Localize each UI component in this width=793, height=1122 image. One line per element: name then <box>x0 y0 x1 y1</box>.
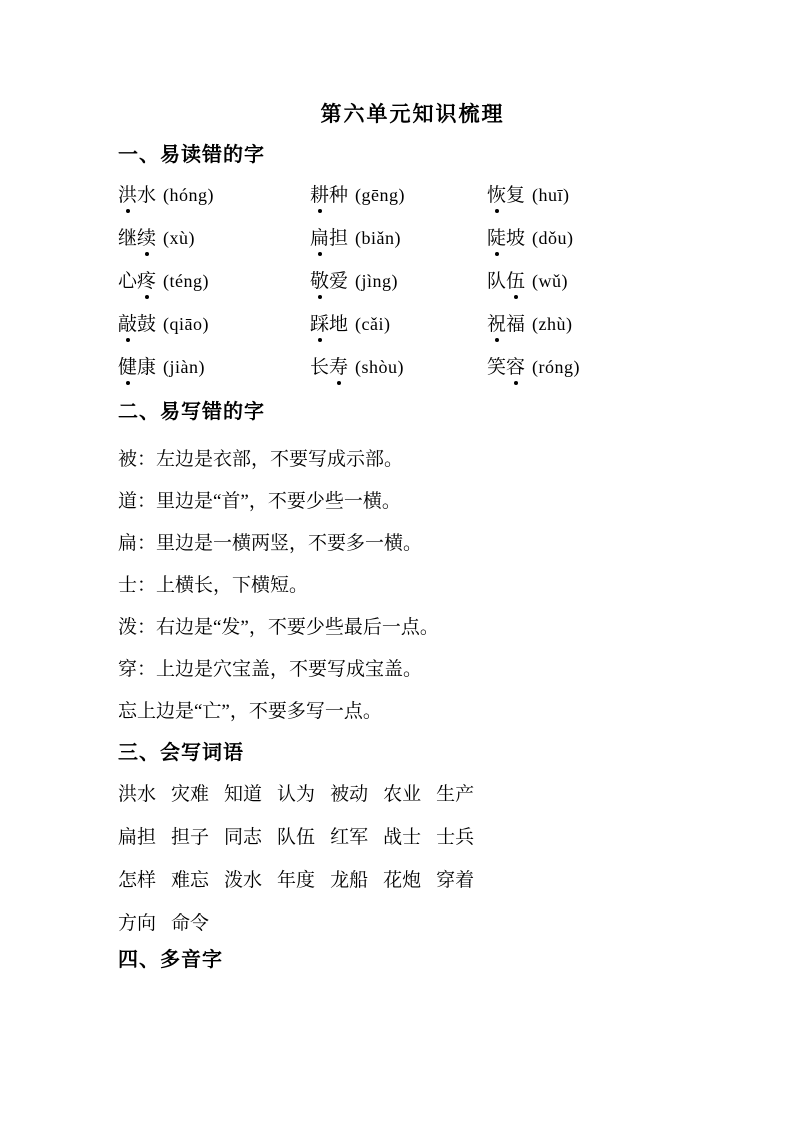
character: 复 <box>506 185 526 206</box>
character: 队 <box>487 271 507 292</box>
emphasized-character: 疼 <box>137 271 157 292</box>
word-item: 龙船 <box>330 870 369 891</box>
character: 担 <box>329 228 349 249</box>
character: 长 <box>310 357 330 378</box>
misread-word <box>487 314 525 335</box>
pinyin-annotation: (téng) <box>163 271 210 291</box>
character: 心 <box>118 271 138 292</box>
misread-word <box>118 314 156 335</box>
section-miswrite-heading: 二、易写错的字 <box>118 401 265 423</box>
miswrite-line: 泼：右边是“发”，不要少些最后一点。 <box>118 617 439 638</box>
pinyin-annotation: (shòu) <box>355 357 405 377</box>
word-item: 认为 <box>277 784 316 805</box>
misread-word <box>310 314 348 335</box>
emphasized-character: 踩 <box>310 314 330 335</box>
word-item: 生产 <box>436 784 475 805</box>
write-words-row <box>118 859 707 902</box>
word-item: 知道 <box>224 784 263 805</box>
emphasized-character: 耕 <box>310 185 330 206</box>
misread-words-grid <box>118 174 707 389</box>
word-item: 怎样 <box>118 870 157 891</box>
section-words-heading: 三、会写词语 <box>118 742 244 764</box>
miswrite-lines <box>118 439 707 733</box>
pinyin-annotation: (jiàn) <box>163 357 206 377</box>
write-words-row <box>118 816 707 859</box>
emphasized-character: 容 <box>506 357 526 378</box>
misread-word <box>118 185 156 206</box>
word-item: 灾难 <box>171 784 210 805</box>
misread-entry <box>487 260 707 303</box>
misread-word <box>118 228 156 249</box>
emphasized-character: 伍 <box>506 271 526 292</box>
pinyin-annotation: (qiāo) <box>163 314 210 334</box>
misread-entry <box>118 260 310 303</box>
misread-entry <box>118 346 310 389</box>
emphasized-character: 寿 <box>329 357 349 378</box>
miswrite-line: 道：里边是“首”，不要少些一横。 <box>118 491 401 512</box>
miswrite-line: 士：上横长，下横短。 <box>118 575 309 596</box>
word-item: 命令 <box>171 913 210 934</box>
write-words-row <box>118 902 707 945</box>
emphasized-character: 祝 <box>487 314 507 335</box>
misread-word <box>487 228 525 249</box>
write-words-row <box>118 773 707 816</box>
character: 继 <box>118 228 138 249</box>
emphasized-character: 敬 <box>310 271 330 292</box>
word-item: 红军 <box>330 827 369 848</box>
misread-entry <box>310 260 487 303</box>
emphasized-character: 敲 <box>118 314 138 335</box>
word-item: 同志 <box>224 827 263 848</box>
misread-word <box>310 228 348 249</box>
misread-entry <box>118 303 310 346</box>
pinyin-annotation: (jìng) <box>355 271 399 291</box>
misread-entry <box>310 346 487 389</box>
misread-word <box>118 357 156 378</box>
write-words-rows <box>118 773 707 945</box>
section-misread-heading: 一、易读错的字 <box>118 144 265 166</box>
miswrite-line: 扁：里边是一横两竖，不要多一横。 <box>118 533 423 554</box>
pinyin-annotation: (wǔ) <box>532 271 569 291</box>
word-item: 担子 <box>171 827 210 848</box>
pinyin-annotation: (huī) <box>532 185 570 205</box>
word-item: 花炮 <box>383 870 422 891</box>
misread-entry <box>310 174 487 217</box>
word-item: 士兵 <box>436 827 475 848</box>
misread-word <box>310 357 348 378</box>
character: 鼓 <box>137 314 157 335</box>
miswrite-line: 被：左边是衣部，不要写成示部。 <box>118 449 404 470</box>
misread-entry <box>487 303 707 346</box>
word-item: 队伍 <box>277 827 316 848</box>
emphasized-character: 恢 <box>487 185 507 206</box>
misread-entry <box>487 346 707 389</box>
misread-word <box>487 271 525 292</box>
pinyin-annotation: (dǒu) <box>532 228 574 248</box>
character: 笑 <box>487 357 507 378</box>
pinyin-annotation: (gēng) <box>355 185 406 205</box>
miswrite-line: 忘上边是“亡”，不要多写一点。 <box>118 701 382 722</box>
misread-entry <box>487 174 707 217</box>
word-item: 战士 <box>383 827 422 848</box>
emphasized-character: 健 <box>118 357 138 378</box>
emphasized-character: 扁 <box>310 228 330 249</box>
word-item: 泼水 <box>224 870 263 891</box>
misread-word <box>310 185 348 206</box>
misread-word <box>118 271 156 292</box>
word-item: 扁担 <box>118 827 157 848</box>
character: 康 <box>137 357 157 378</box>
misread-word <box>310 271 348 292</box>
pinyin-annotation: (róng) <box>532 357 581 377</box>
misread-entry <box>310 217 487 260</box>
word-item: 难忘 <box>171 870 210 891</box>
pinyin-annotation: (zhù) <box>532 314 573 334</box>
character: 种 <box>329 185 349 206</box>
character: 福 <box>506 314 526 335</box>
misread-entry <box>487 217 707 260</box>
section-polyphonic-heading: 四、多音字 <box>118 949 223 971</box>
character: 坡 <box>506 228 526 249</box>
pinyin-annotation: (hóng) <box>163 185 215 205</box>
misread-entry <box>118 217 310 260</box>
emphasized-character: 续 <box>137 228 157 249</box>
emphasized-character: 洪 <box>118 185 138 206</box>
pinyin-annotation: (biǎn) <box>355 228 402 248</box>
miswrite-line: 穿：上边是穴宝盖，不要写成宝盖。 <box>118 659 423 680</box>
misread-entry <box>118 174 310 217</box>
misread-word <box>487 357 525 378</box>
word-item: 洪水 <box>118 784 157 805</box>
pinyin-annotation: (cǎi) <box>355 314 391 334</box>
word-item: 方向 <box>118 913 157 934</box>
emphasized-character: 陡 <box>487 228 507 249</box>
word-item: 穿着 <box>436 870 475 891</box>
character: 水 <box>137 185 157 206</box>
word-item: 年度 <box>277 870 316 891</box>
misread-entry <box>310 303 487 346</box>
page-title: 第六单元知识梳理 <box>320 103 505 126</box>
misread-word <box>487 185 525 206</box>
word-item: 被动 <box>330 784 369 805</box>
character: 地 <box>329 314 349 335</box>
character: 爱 <box>329 271 349 292</box>
pinyin-annotation: (xù) <box>163 228 196 248</box>
word-item: 农业 <box>383 784 422 805</box>
